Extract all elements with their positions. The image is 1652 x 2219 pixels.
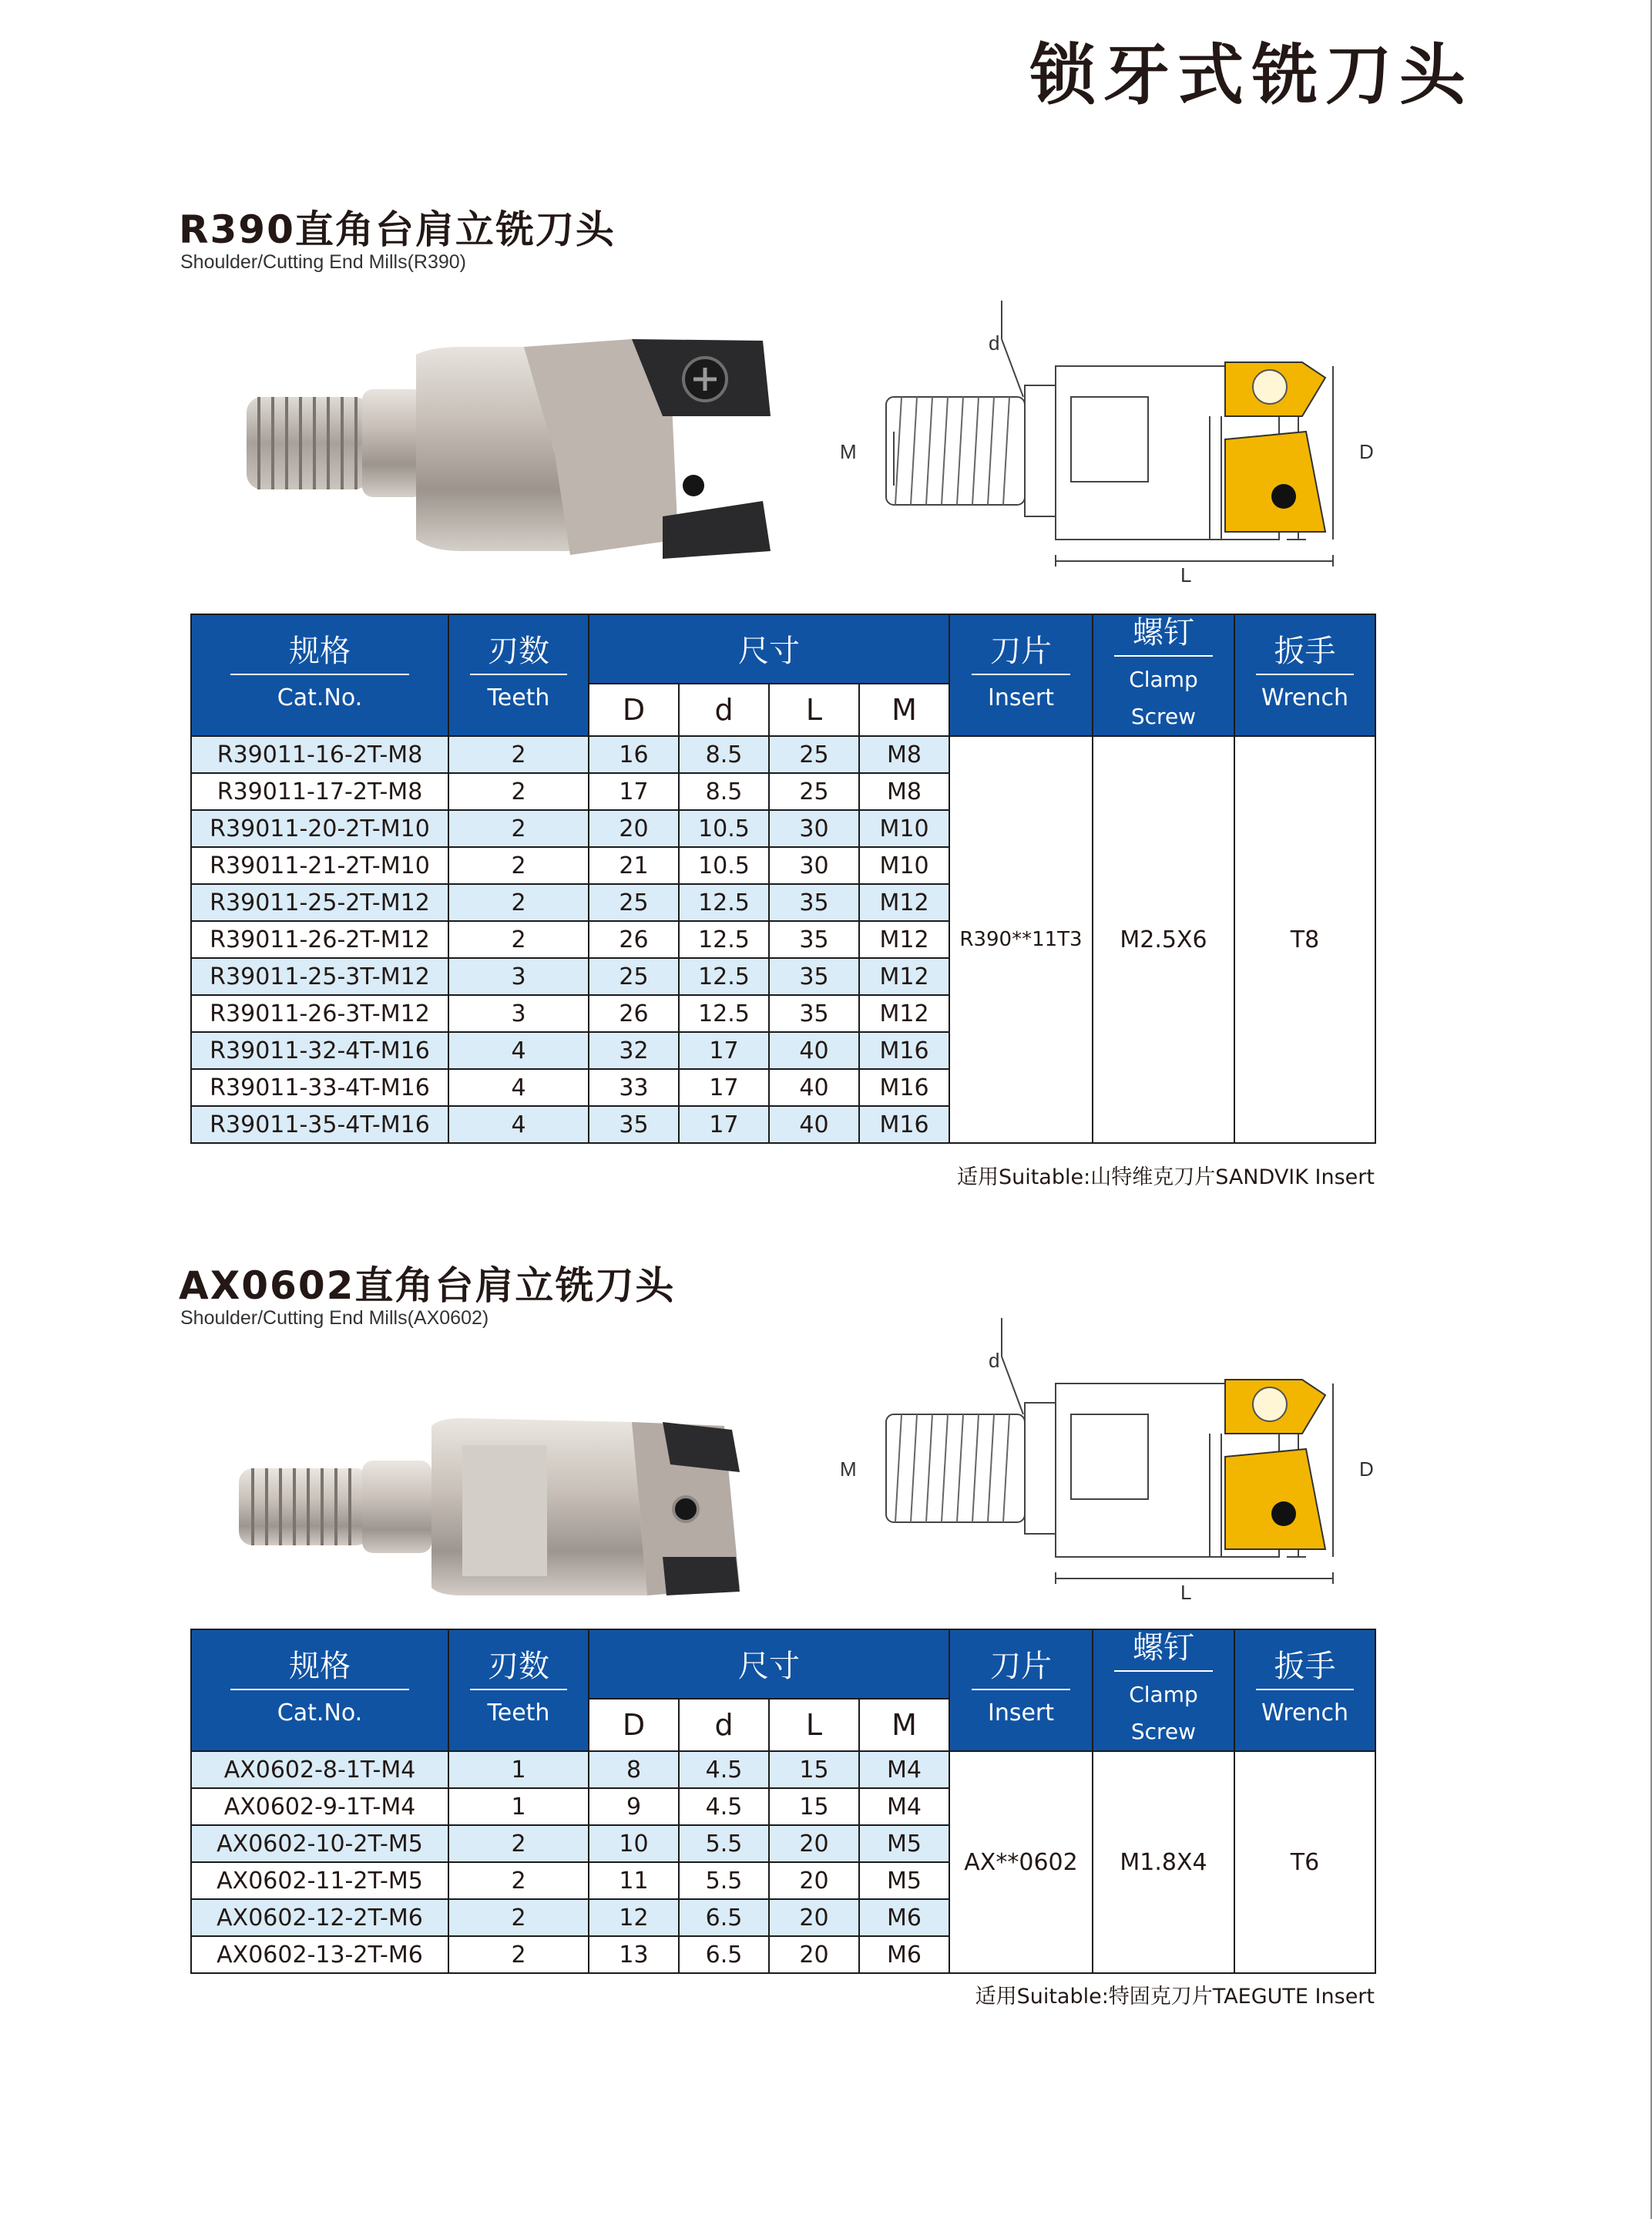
cell-L: 35 xyxy=(769,995,859,1032)
cell-D: 16 xyxy=(589,736,679,773)
cell-d: 17 xyxy=(679,1106,769,1143)
cell-M: M12 xyxy=(859,921,949,958)
cell-L: 15 xyxy=(769,1751,859,1788)
cell-L: 20 xyxy=(769,1862,859,1899)
cell-teeth: 2 xyxy=(448,921,589,958)
cell-insert: AX**0602 xyxy=(949,1751,1093,1973)
cell-D: 35 xyxy=(589,1106,679,1143)
section-title: R390直角台肩立铣刀头 xyxy=(179,207,616,252)
cell-L: 30 xyxy=(769,847,859,884)
cell-D: 17 xyxy=(589,773,679,810)
cell-L: 40 xyxy=(769,1032,859,1069)
cell-teeth: 2 xyxy=(448,1825,589,1862)
cell-d: 6.5 xyxy=(679,1936,769,1973)
cell-M: M12 xyxy=(859,884,949,921)
cell-L: 40 xyxy=(769,1106,859,1143)
cell-teeth: 2 xyxy=(448,1862,589,1899)
cell-d: 6.5 xyxy=(679,1899,769,1936)
header-L: L xyxy=(769,1699,859,1751)
header-D: D xyxy=(589,684,679,736)
cell-L: 20 xyxy=(769,1825,859,1862)
cell-M: M8 xyxy=(859,736,949,773)
cell-M: M10 xyxy=(859,810,949,847)
cell-cat-no: AX0602-12-2T-M6 xyxy=(191,1899,448,1936)
cell-D: 13 xyxy=(589,1936,679,1973)
cell-L: 40 xyxy=(769,1069,859,1106)
section-title: AX0602直角台肩立铣刀头 xyxy=(179,1263,676,1308)
cell-M: M10 xyxy=(859,847,949,884)
label-L: L xyxy=(1180,1581,1192,1604)
cell-teeth: 3 xyxy=(448,995,589,1032)
cell-teeth: 2 xyxy=(448,810,589,847)
header-wrench: 扳手 Wrench xyxy=(1234,614,1375,736)
cell-cat-no: R39011-26-3T-M12 xyxy=(191,995,448,1032)
cell-teeth: 1 xyxy=(448,1788,589,1825)
end-mill-photo xyxy=(231,331,786,570)
header-M: M xyxy=(859,1699,949,1751)
cell-M: M12 xyxy=(859,995,949,1032)
cell-cat-no: R39011-32-4T-M16 xyxy=(191,1032,448,1069)
cell-cat-no: R39011-26-2T-M12 xyxy=(191,921,448,958)
cell-d: 8.5 xyxy=(679,736,769,773)
cell-d: 5.5 xyxy=(679,1862,769,1899)
section-subtitle: Shoulder/Cutting End Mills(R390) xyxy=(180,251,467,273)
header-size: 尺寸 xyxy=(589,1629,949,1699)
cell-D: 10 xyxy=(589,1825,679,1862)
header-d: d xyxy=(679,684,769,736)
label-d: d xyxy=(989,331,1000,355)
cell-teeth: 2 xyxy=(448,736,589,773)
cell-cat-no: R39011-25-3T-M12 xyxy=(191,958,448,995)
cell-teeth: 2 xyxy=(448,773,589,810)
cell-cat-no: R39011-35-4T-M16 xyxy=(191,1106,448,1143)
header-clamp-screw: 螺钉 Clamp Screw xyxy=(1093,1629,1234,1751)
cell-L: 20 xyxy=(769,1936,859,1973)
cell-D: 33 xyxy=(589,1069,679,1106)
cell-cat-no: AX0602-13-2T-M6 xyxy=(191,1936,448,1973)
cell-D: 26 xyxy=(589,995,679,1032)
header-teeth: 刃数 Teeth xyxy=(448,1629,589,1751)
cell-insert: R390**11T3 xyxy=(949,736,1093,1143)
cell-M: M8 xyxy=(859,773,949,810)
label-M: M xyxy=(840,1457,857,1481)
cell-M: M5 xyxy=(859,1862,949,1899)
cell-d: 17 xyxy=(679,1069,769,1106)
header-insert: 刀片 Insert xyxy=(949,1629,1093,1751)
label-D: D xyxy=(1359,440,1374,463)
cell-D: 25 xyxy=(589,958,679,995)
cell-D: 20 xyxy=(589,810,679,847)
cell-wrench: T6 xyxy=(1234,1751,1375,1973)
header-cat-no: 规格 Cat.No. xyxy=(191,1629,448,1751)
cell-teeth: 4 xyxy=(448,1032,589,1069)
label-M: M xyxy=(840,440,857,463)
cell-d: 10.5 xyxy=(679,847,769,884)
cell-D: 12 xyxy=(589,1899,679,1936)
cell-teeth: 1 xyxy=(448,1751,589,1788)
cell-d: 12.5 xyxy=(679,958,769,995)
cell-L: 25 xyxy=(769,736,859,773)
cell-M: M16 xyxy=(859,1106,949,1143)
cell-teeth: 2 xyxy=(448,847,589,884)
label-L: L xyxy=(1180,563,1192,587)
cell-M: M4 xyxy=(859,1788,949,1825)
cell-d: 10.5 xyxy=(679,810,769,847)
cell-D: 26 xyxy=(589,921,679,958)
cell-D: 8 xyxy=(589,1751,679,1788)
spec-table-r390 xyxy=(190,614,1376,1144)
cell-cat-no: R39011-33-4T-M16 xyxy=(191,1069,448,1106)
table-row xyxy=(191,1751,1375,1788)
table-row xyxy=(191,736,1375,773)
cell-L: 30 xyxy=(769,810,859,847)
cell-teeth: 4 xyxy=(448,1069,589,1106)
header-M: M xyxy=(859,684,949,736)
cell-d: 8.5 xyxy=(679,773,769,810)
header-L: L xyxy=(769,684,859,736)
cell-cat-no: AX0602-10-2T-M5 xyxy=(191,1825,448,1862)
cell-L: 35 xyxy=(769,958,859,995)
cell-L: 35 xyxy=(769,884,859,921)
cell-cat-no: R39011-20-2T-M10 xyxy=(191,810,448,847)
header-clamp-screw: 螺钉 Clamp Screw xyxy=(1093,614,1234,736)
cell-teeth: 2 xyxy=(448,1899,589,1936)
cell-D: 9 xyxy=(589,1788,679,1825)
cell-d: 12.5 xyxy=(679,921,769,958)
cell-d: 12.5 xyxy=(679,995,769,1032)
cell-cat-no: AX0602-8-1T-M4 xyxy=(191,1751,448,1788)
cell-wrench: T8 xyxy=(1234,736,1375,1143)
dimension-drawing xyxy=(824,1318,1379,1611)
header-wrench: 扳手 Wrench xyxy=(1234,1629,1375,1751)
cell-D: 11 xyxy=(589,1862,679,1899)
cell-L: 20 xyxy=(769,1899,859,1936)
cell-clamp-screw: M1.8X4 xyxy=(1093,1751,1234,1973)
cell-D: 21 xyxy=(589,847,679,884)
label-D: D xyxy=(1359,1457,1374,1481)
cell-cat-no: AX0602-9-1T-M4 xyxy=(191,1788,448,1825)
cell-cat-no: R39011-16-2T-M8 xyxy=(191,736,448,773)
cell-d: 4.5 xyxy=(679,1751,769,1788)
page-title: 锁牙式铣刀头 xyxy=(1029,37,1473,114)
insert-note: 适用Suitable:山特维克刀片SANDVIK Insert xyxy=(956,1165,1375,1189)
header-d: d xyxy=(679,1699,769,1751)
header-size: 尺寸 xyxy=(589,614,949,684)
cell-d: 17 xyxy=(679,1032,769,1069)
cell-cat-no: R39011-25-2T-M12 xyxy=(191,884,448,921)
cell-d: 5.5 xyxy=(679,1825,769,1862)
spec-table-ax0602 xyxy=(190,1629,1376,1974)
cell-M: M12 xyxy=(859,958,949,995)
section-subtitle: Shoulder/Cutting End Mills(AX0602) xyxy=(180,1307,489,1329)
cell-L: 35 xyxy=(769,921,859,958)
cell-d: 4.5 xyxy=(679,1788,769,1825)
header-insert: 刀片 Insert xyxy=(949,614,1093,736)
cell-L: 25 xyxy=(769,773,859,810)
cell-teeth: 2 xyxy=(448,1936,589,1973)
cell-D: 25 xyxy=(589,884,679,921)
cell-M: M16 xyxy=(859,1069,949,1106)
header-D: D xyxy=(589,1699,679,1751)
cell-teeth: 2 xyxy=(448,884,589,921)
cell-M: M6 xyxy=(859,1936,949,1973)
label-d: d xyxy=(989,1349,1000,1372)
cell-M: M6 xyxy=(859,1899,949,1936)
cell-cat-no: R39011-21-2T-M10 xyxy=(191,847,448,884)
dimension-drawing xyxy=(824,301,1379,593)
header-cat-no: 规格 Cat.No. xyxy=(191,614,448,736)
cell-teeth: 4 xyxy=(448,1106,589,1143)
cell-d: 12.5 xyxy=(679,884,769,921)
cell-M: M4 xyxy=(859,1751,949,1788)
cell-D: 32 xyxy=(589,1032,679,1069)
cell-M: M5 xyxy=(859,1825,949,1862)
insert-note: 适用Suitable:特固克刀片TAEGUTE Insert xyxy=(975,1985,1375,2009)
cell-L: 15 xyxy=(769,1788,859,1825)
cell-teeth: 3 xyxy=(448,958,589,995)
header-teeth: 刃数 Teeth xyxy=(448,614,589,736)
cell-clamp-screw: M2.5X6 xyxy=(1093,736,1234,1143)
cell-M: M16 xyxy=(859,1032,949,1069)
cell-cat-no: R39011-17-2T-M8 xyxy=(191,773,448,810)
cell-cat-no: AX0602-11-2T-M5 xyxy=(191,1862,448,1899)
end-mill-photo xyxy=(231,1410,786,1611)
